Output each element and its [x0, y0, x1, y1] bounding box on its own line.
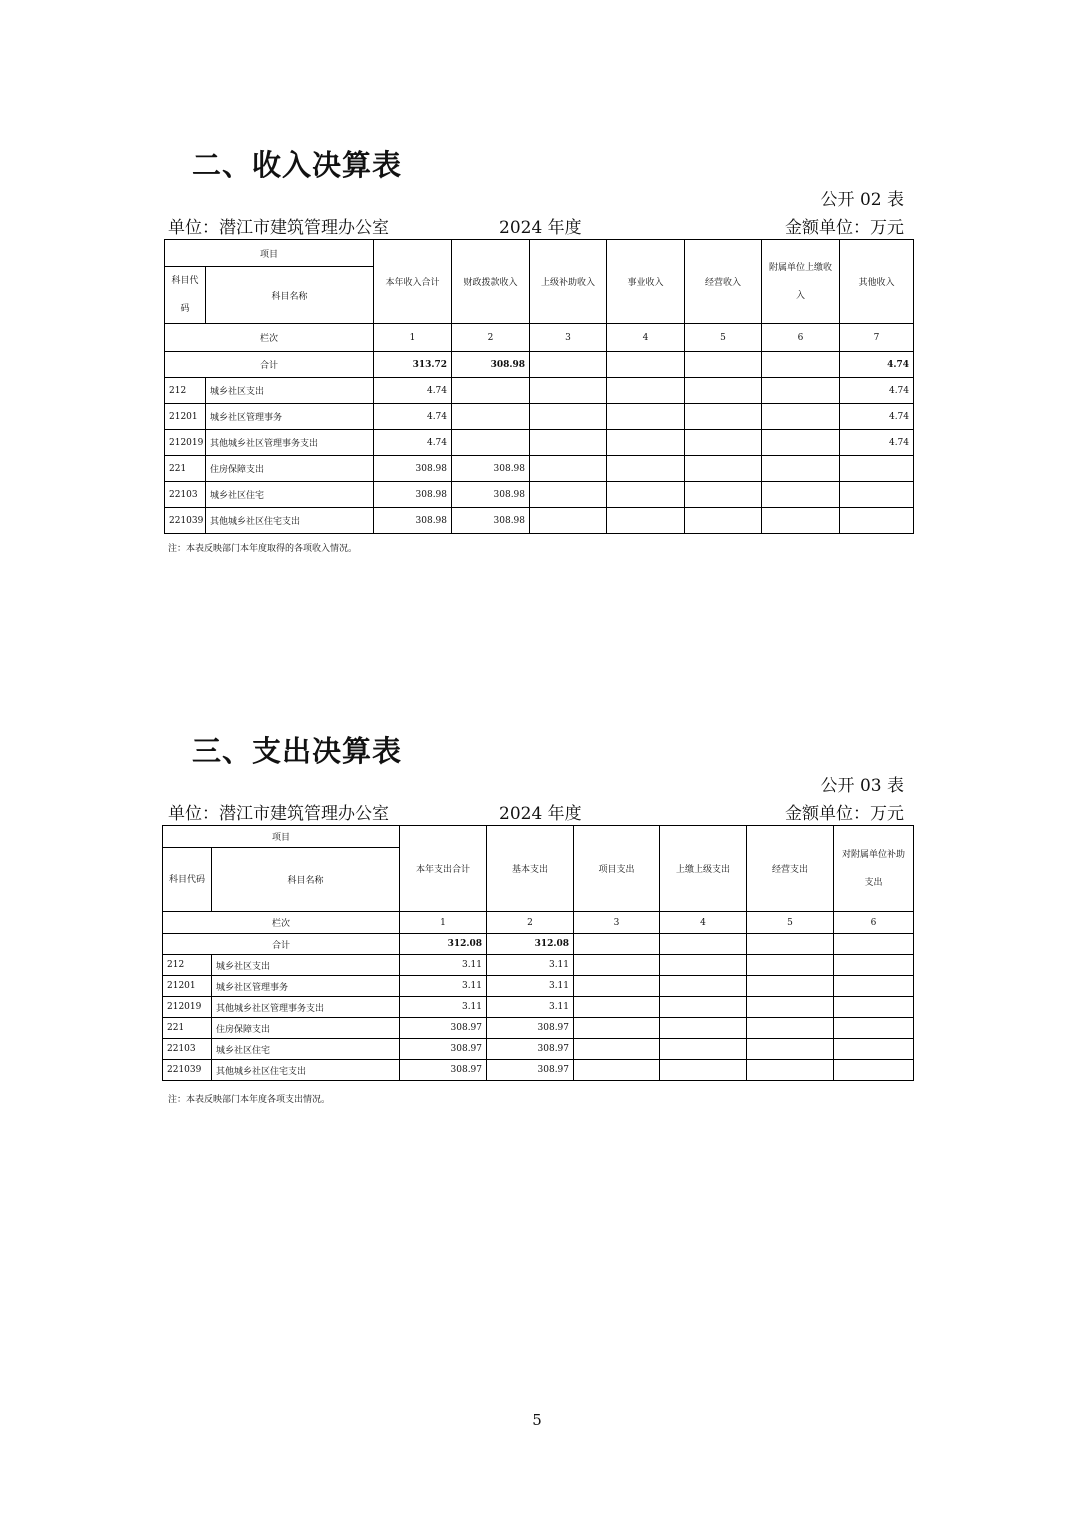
- expense-form-number: 公开 03 表: [820, 776, 904, 796]
- table-row: [165, 508, 914, 534]
- row-cell: [660, 1018, 747, 1039]
- income-year-label: 2024 年度: [499, 218, 582, 238]
- expense-total-cell: [660, 934, 747, 955]
- row-cell: [685, 456, 762, 482]
- row-cell: 4.74: [374, 378, 452, 404]
- income-col-header: 事业收入: [607, 240, 685, 324]
- row-name: 其他城乡社区管理事务支出: [206, 430, 374, 456]
- income-form-number: 公开 02 表: [820, 190, 904, 210]
- expense-col-number: 5: [747, 912, 834, 934]
- expense-col-number: 6: [834, 912, 914, 934]
- row-cell: 4.74: [840, 404, 914, 430]
- expense-total-cell: 312.08: [400, 934, 487, 955]
- income-col-header: 上级补助收入: [530, 240, 607, 324]
- income-total-cell: [530, 352, 607, 378]
- row-cell: [574, 997, 660, 1018]
- row-cell: [834, 955, 914, 976]
- row-name: 城乡社区支出: [212, 955, 400, 976]
- row-name: 住房保障支出: [206, 456, 374, 482]
- expense-unit-label: 单位：潜江市建筑管理办公室: [168, 804, 389, 824]
- row-cell: [834, 976, 914, 997]
- row-cell: 3.11: [487, 997, 574, 1018]
- income-unit-label: 单位：潜江市建筑管理办公室: [168, 218, 389, 238]
- income-col-number: 4: [607, 324, 685, 352]
- income-col-header: 财政拨款收入: [452, 240, 530, 324]
- page-number: 5: [532, 1411, 542, 1429]
- expense-col-header: 本年支出合计: [400, 826, 487, 912]
- row-cell: [762, 456, 840, 482]
- row-cell: 4.74: [374, 430, 452, 456]
- table-row: [163, 976, 914, 997]
- expense-header-item: 项目: [163, 826, 400, 848]
- income-row-label: 栏次: [165, 324, 374, 352]
- row-cell: [762, 430, 840, 456]
- row-name: 城乡社区支出: [206, 378, 374, 404]
- income-header-item: 项目: [165, 240, 374, 267]
- row-cell: 308.98: [374, 508, 452, 534]
- row-cell: 4.74: [840, 378, 914, 404]
- row-cell: 308.97: [487, 1018, 574, 1039]
- row-code: 221: [163, 1018, 212, 1039]
- table-row: [165, 430, 914, 456]
- row-cell: [530, 482, 607, 508]
- income-col-header: 附属单位上缴收入: [762, 240, 840, 324]
- row-code: 212019: [163, 997, 212, 1018]
- row-code: 221: [165, 456, 206, 482]
- row-cell: [834, 1039, 914, 1060]
- row-cell: 308.97: [487, 1039, 574, 1060]
- expense-total-cell: [747, 934, 834, 955]
- income-total-cell: [607, 352, 685, 378]
- income-total-label: 合计: [165, 352, 374, 378]
- row-cell: 3.11: [400, 955, 487, 976]
- row-cell: [530, 404, 607, 430]
- row-cell: [747, 976, 834, 997]
- income-total-cell: 308.98: [452, 352, 530, 378]
- income-total-cell: [762, 352, 840, 378]
- table-row: [165, 404, 914, 430]
- expense-total-cell: [834, 934, 914, 955]
- income-total-row: [165, 352, 914, 378]
- row-cell: 308.98: [452, 456, 530, 482]
- income-col-number: 6: [762, 324, 840, 352]
- row-cell: [574, 1018, 660, 1039]
- expense-col-header: 项目支出: [574, 826, 660, 912]
- row-cell: 308.98: [374, 482, 452, 508]
- row-cell: [530, 378, 607, 404]
- row-cell: [660, 1060, 747, 1081]
- row-cell: [840, 508, 914, 534]
- row-cell: [574, 1060, 660, 1081]
- table-row: [163, 1060, 914, 1081]
- row-name: 城乡社区管理事务: [206, 404, 374, 430]
- row-code: 22103: [165, 482, 206, 508]
- income-col-number: 2: [452, 324, 530, 352]
- row-cell: [607, 430, 685, 456]
- row-name: 住房保障支出: [212, 1018, 400, 1039]
- table-row: [163, 955, 914, 976]
- table-row: [165, 456, 914, 482]
- row-cell: [607, 404, 685, 430]
- expense-total-label: 合计: [163, 934, 400, 955]
- expense-col-number: 3: [574, 912, 660, 934]
- row-cell: [834, 1018, 914, 1039]
- expense-col-header: 基本支出: [487, 826, 574, 912]
- row-name: 其他城乡社区住宅支出: [206, 508, 374, 534]
- income-section-title: 二、收入决算表: [192, 148, 403, 182]
- row-code: 212: [163, 955, 212, 976]
- row-cell: [685, 508, 762, 534]
- row-cell: [762, 404, 840, 430]
- row-cell: [607, 456, 685, 482]
- row-name: 其他城乡社区管理事务支出: [212, 997, 400, 1018]
- expense-col-number: 1: [400, 912, 487, 934]
- expense-col-header: 对附属单位补助支出: [834, 826, 914, 912]
- row-cell: [747, 1018, 834, 1039]
- row-name: 城乡社区住宅: [212, 1039, 400, 1060]
- row-cell: 308.97: [400, 1018, 487, 1039]
- row-cell: [607, 482, 685, 508]
- row-cell: [660, 997, 747, 1018]
- income-footnote: 注：本表反映部门本年度取得的各项收入情况。: [168, 544, 358, 554]
- row-cell: [747, 1039, 834, 1060]
- income-col-number: 7: [840, 324, 914, 352]
- row-cell: [452, 378, 530, 404]
- row-cell: [685, 378, 762, 404]
- row-cell: [452, 430, 530, 456]
- row-cell: [574, 955, 660, 976]
- row-cell: [685, 430, 762, 456]
- row-cell: [660, 976, 747, 997]
- table-row: [165, 482, 914, 508]
- row-cell: [834, 997, 914, 1018]
- row-cell: 308.98: [374, 456, 452, 482]
- row-cell: 308.98: [452, 508, 530, 534]
- expense-header-code: 科目代码: [163, 848, 212, 912]
- expense-header-name: 科目名称: [212, 848, 400, 912]
- income-total-cell: 4.74: [840, 352, 914, 378]
- row-cell: [530, 456, 607, 482]
- expense-total-cell: [574, 934, 660, 955]
- row-cell: [685, 404, 762, 430]
- expense-row-label: 栏次: [163, 912, 400, 934]
- row-cell: [762, 378, 840, 404]
- expense-section-title: 三、支出决算表: [192, 734, 403, 768]
- row-cell: [574, 1039, 660, 1060]
- row-cell: 3.11: [400, 997, 487, 1018]
- income-col-number: 1: [374, 324, 452, 352]
- row-code: 212019: [165, 430, 206, 456]
- row-cell: 308.98: [452, 482, 530, 508]
- row-cell: [840, 456, 914, 482]
- table-row: [165, 378, 914, 404]
- income-col-header: 经营收入: [685, 240, 762, 324]
- row-name: 城乡社区住宅: [206, 482, 374, 508]
- row-cell: [747, 955, 834, 976]
- row-cell: [747, 1060, 834, 1081]
- row-cell: 4.74: [374, 404, 452, 430]
- expense-col-number: 4: [660, 912, 747, 934]
- income-col-header: 本年收入合计: [374, 240, 452, 324]
- row-cell: 308.97: [487, 1060, 574, 1081]
- expense-year-label: 2024 年度: [499, 804, 582, 824]
- row-cell: [607, 508, 685, 534]
- row-cell: [660, 955, 747, 976]
- expense-col-header: 上缴上级支出: [660, 826, 747, 912]
- table-row: [163, 1018, 914, 1039]
- income-total-cell: 313.72: [374, 352, 452, 378]
- row-cell: 308.97: [400, 1039, 487, 1060]
- row-cell: [574, 976, 660, 997]
- income-total-cell: [685, 352, 762, 378]
- row-cell: [607, 378, 685, 404]
- row-cell: [840, 482, 914, 508]
- row-cell: 3.11: [400, 976, 487, 997]
- row-name: 城乡社区管理事务: [212, 976, 400, 997]
- row-cell: [747, 997, 834, 1018]
- row-code: 21201: [163, 976, 212, 997]
- row-cell: [834, 1060, 914, 1081]
- expense-table: [162, 825, 914, 1081]
- row-cell: 308.97: [400, 1060, 487, 1081]
- row-code: 212: [165, 378, 206, 404]
- row-cell: [685, 482, 762, 508]
- row-cell: [762, 482, 840, 508]
- row-name: 其他城乡社区住宅支出: [212, 1060, 400, 1081]
- income-currency-label: 金额单位：万元: [785, 218, 904, 238]
- expense-col-header: 经营支出: [747, 826, 834, 912]
- income-header-name: 科目名称: [206, 267, 374, 324]
- expense-total-row: [163, 934, 914, 955]
- table-row: [163, 997, 914, 1018]
- income-col-header: 其他收入: [840, 240, 914, 324]
- row-code: 22103: [163, 1039, 212, 1060]
- row-cell: 3.11: [487, 955, 574, 976]
- row-cell: 3.11: [487, 976, 574, 997]
- row-code: 221039: [165, 508, 206, 534]
- expense-footnote: 注：本表反映部门本年度各项支出情况。: [168, 1095, 331, 1105]
- expense-currency-label: 金额单位：万元: [785, 804, 904, 824]
- expense-total-cell: 312.08: [487, 934, 574, 955]
- row-cell: [762, 508, 840, 534]
- row-code: 21201: [165, 404, 206, 430]
- row-cell: [452, 404, 530, 430]
- row-cell: 4.74: [840, 430, 914, 456]
- income-table: [164, 239, 914, 534]
- table-row: [163, 1039, 914, 1060]
- row-code: 221039: [163, 1060, 212, 1081]
- income-col-number: 5: [685, 324, 762, 352]
- expense-col-number: 2: [487, 912, 574, 934]
- income-col-number: 3: [530, 324, 607, 352]
- income-header-code: 科目代码: [165, 267, 206, 324]
- row-cell: [530, 430, 607, 456]
- row-cell: [660, 1039, 747, 1060]
- row-cell: [530, 508, 607, 534]
